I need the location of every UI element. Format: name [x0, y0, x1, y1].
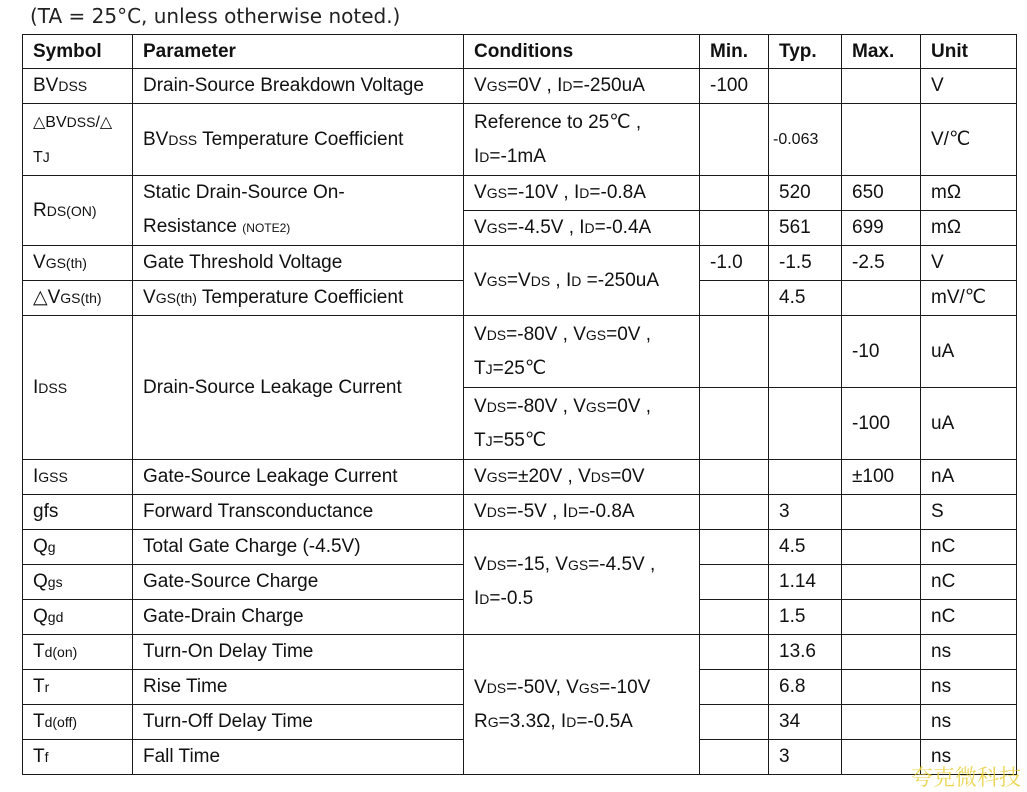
parameter-cell: Turn-On Delay Time: [133, 635, 464, 670]
symbol-cell: Tf: [23, 740, 133, 775]
table-row: [23, 635, 1017, 670]
conditions-cell: VDS=-50V, VGS=-10V RG=3.3Ω, ID=-0.5A: [464, 635, 700, 775]
min-cell: [700, 211, 769, 246]
table-row: [23, 316, 1017, 388]
min-cell: [700, 705, 769, 740]
watermark: 夸克微科技: [910, 766, 1021, 791]
max-cell: [842, 281, 921, 316]
max-cell: [842, 635, 921, 670]
conditions-cell: VGS=VDS , ID =-250uA: [464, 246, 700, 316]
table-row: [23, 69, 1017, 104]
unit-cell: V: [921, 69, 1017, 104]
conditions-cell: VDS=-80V , VGS=0V , TJ=55℃: [464, 388, 700, 460]
unit-cell: mV/℃: [921, 281, 1017, 316]
parameter-cell: Turn-Off Delay Time: [133, 705, 464, 740]
unit-cell: S: [921, 495, 1017, 530]
min-cell: [700, 565, 769, 600]
typ-cell: 34: [769, 705, 842, 740]
unit-cell: ns: [921, 635, 1017, 670]
parameter-cell: Drain-Source Breakdown Voltage: [133, 69, 464, 104]
min-cell: [700, 176, 769, 211]
conditions-cell: VDS=-80V , VGS=0V , TJ=25℃: [464, 316, 700, 388]
max-cell: -10: [842, 316, 921, 388]
max-cell: 650: [842, 176, 921, 211]
header-unit: Unit: [921, 35, 1017, 69]
min-cell: [700, 635, 769, 670]
unit-cell: uA: [921, 316, 1017, 388]
conditions-cell: VDS=-5V , ID=-0.8A: [464, 495, 700, 530]
parameter-cell: VGS(th) Temperature Coefficient: [133, 281, 464, 316]
parameter-cell: Gate-Drain Charge: [133, 600, 464, 635]
max-cell: 699: [842, 211, 921, 246]
symbol-cell: BVDSS: [23, 69, 133, 104]
conditions-cell: VGS=-4.5V , ID=-0.4A: [464, 211, 700, 246]
min-cell: -1.0: [700, 246, 769, 281]
min-cell: [700, 530, 769, 565]
parameter-cell: Fall Time: [133, 740, 464, 775]
symbol-cell: Qgs: [23, 565, 133, 600]
unit-cell: V: [921, 246, 1017, 281]
electrical-characteristics-table: [22, 34, 1017, 775]
typ-cell: 520: [769, 176, 842, 211]
parameter-cell: Rise Time: [133, 670, 464, 705]
parameter-cell: Forward Transconductance: [133, 495, 464, 530]
min-cell: [700, 670, 769, 705]
min-cell: [700, 316, 769, 388]
typ-cell: -0.063: [769, 104, 842, 176]
typ-cell: 1.5: [769, 600, 842, 635]
min-cell: [700, 495, 769, 530]
conditions-cell: VGS=-10V , ID=-0.8A: [464, 176, 700, 211]
typ-cell: [769, 460, 842, 495]
max-cell: [842, 670, 921, 705]
typ-cell: 3: [769, 495, 842, 530]
min-cell: [700, 740, 769, 775]
symbol-cell: △BVDSS/△ TJ: [23, 104, 133, 176]
max-cell: [842, 69, 921, 104]
max-cell: [842, 495, 921, 530]
header-min: Min.: [700, 35, 769, 69]
unit-cell: nA: [921, 460, 1017, 495]
symbol-cell: IDSS: [23, 316, 133, 460]
typ-cell: 561: [769, 211, 842, 246]
symbol-cell: gfs: [23, 495, 133, 530]
test-conditions-note: (TA = 25°C, unless otherwise noted.): [30, 4, 401, 28]
max-cell: [842, 600, 921, 635]
max-cell: [842, 104, 921, 176]
parameter-cell: Total Gate Charge (-4.5V): [133, 530, 464, 565]
min-cell: [700, 460, 769, 495]
table-row: [23, 530, 1017, 565]
min-cell: [700, 104, 769, 176]
max-cell: [842, 565, 921, 600]
header-max: Max.: [842, 35, 921, 69]
table-row: [23, 176, 1017, 211]
symbol-cell: Qgd: [23, 600, 133, 635]
unit-cell: V/℃: [921, 104, 1017, 176]
table-row: [23, 460, 1017, 495]
typ-cell: 3: [769, 740, 842, 775]
symbol-cell: RDS(ON): [23, 176, 133, 246]
parameter-cell: Gate Threshold Voltage: [133, 246, 464, 281]
header-conditions: Conditions: [464, 35, 700, 69]
typ-cell: 4.5: [769, 281, 842, 316]
typ-cell: 13.6: [769, 635, 842, 670]
symbol-cell: Td(off): [23, 705, 133, 740]
conditions-cell: VGS=±20V , VDS=0V: [464, 460, 700, 495]
parameter-cell: Gate-Source Leakage Current: [133, 460, 464, 495]
min-cell: [700, 600, 769, 635]
symbol-cell: △VGS(th): [23, 281, 133, 316]
table-row: [23, 495, 1017, 530]
typ-cell: [769, 69, 842, 104]
parameter-cell: Static Drain-Source On- Resistance (NOTE2): [133, 176, 464, 246]
header-parameter: Parameter: [133, 35, 464, 69]
max-cell: ±100: [842, 460, 921, 495]
unit-cell: mΩ: [921, 211, 1017, 246]
header-row: [23, 35, 1017, 69]
header-typ: Typ.: [769, 35, 842, 69]
max-cell: -2.5: [842, 246, 921, 281]
typ-cell: [769, 316, 842, 388]
table-row: [23, 104, 1017, 176]
unit-cell: ns: [921, 705, 1017, 740]
min-cell: -100: [700, 69, 769, 104]
typ-cell: 1.14: [769, 565, 842, 600]
parameter-cell: Drain-Source Leakage Current: [133, 316, 464, 460]
typ-cell: [769, 388, 842, 460]
table-row: [23, 246, 1017, 281]
min-cell: [700, 388, 769, 460]
symbol-cell: VGS(th): [23, 246, 133, 281]
parameter-cell: BVDSS Temperature Coefficient: [133, 104, 464, 176]
max-cell: [842, 740, 921, 775]
symbol-cell: IGSS: [23, 460, 133, 495]
symbol-cell: Qg: [23, 530, 133, 565]
unit-cell: mΩ: [921, 176, 1017, 211]
symbol-cell: Td(on): [23, 635, 133, 670]
header-symbol: Symbol: [23, 35, 133, 69]
unit-cell: ns: [921, 670, 1017, 705]
typ-cell: 4.5: [769, 530, 842, 565]
unit-cell: nC: [921, 530, 1017, 565]
unit-cell: ns: [921, 740, 1017, 775]
max-cell: [842, 705, 921, 740]
typ-cell: 6.8: [769, 670, 842, 705]
unit-cell: uA: [921, 388, 1017, 460]
conditions-cell: Reference to 25℃ , ID=-1mA: [464, 104, 700, 176]
typ-cell: -1.5: [769, 246, 842, 281]
max-cell: [842, 530, 921, 565]
min-cell: [700, 281, 769, 316]
unit-cell: nC: [921, 565, 1017, 600]
parameter-cell: Gate-Source Charge: [133, 565, 464, 600]
symbol-cell: Tr: [23, 670, 133, 705]
conditions-cell: VDS=-15, VGS=-4.5V , ID=-0.5: [464, 530, 700, 635]
max-cell: -100: [842, 388, 921, 460]
unit-cell: nC: [921, 600, 1017, 635]
conditions-cell: VGS=0V , ID=-250uA: [464, 69, 700, 104]
